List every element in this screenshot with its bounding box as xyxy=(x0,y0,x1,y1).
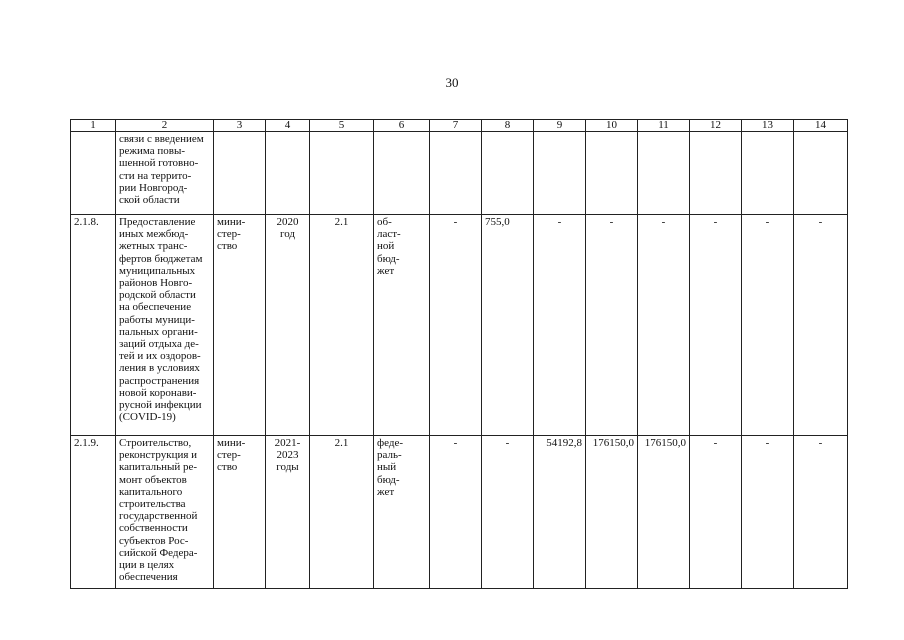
funding-value: 176150,0 xyxy=(586,436,638,589)
funding-value: - xyxy=(430,436,482,589)
page-number: 30 xyxy=(445,75,459,90)
funding-value: 54192,8 xyxy=(534,436,586,589)
column-number-header: 5 xyxy=(310,120,374,132)
column-number-header: 14 xyxy=(794,120,848,132)
column-number-header: 2 xyxy=(116,120,214,132)
item-number: 2.1.8. xyxy=(71,215,116,436)
column-number-header: 3 xyxy=(214,120,266,132)
program-activities-table xyxy=(70,119,848,589)
funding-value: - xyxy=(794,436,848,589)
responsible-executor: мини- стер- ство xyxy=(217,216,246,253)
table-row xyxy=(71,436,848,589)
implementation-period: 2020 год xyxy=(276,216,299,241)
funding-value xyxy=(638,132,690,215)
column-number-header: 11 xyxy=(638,120,690,132)
column-number-header: 9 xyxy=(534,120,586,132)
funding-value: - xyxy=(430,215,482,436)
funding-value xyxy=(794,132,848,215)
funding-value xyxy=(742,132,794,215)
funding-value: - xyxy=(534,215,586,436)
column-number-header: 7 xyxy=(430,120,482,132)
funding-value: - xyxy=(690,436,742,589)
funding-value: - xyxy=(482,436,534,589)
item-description: связи с введением режима повы- шенной готовно- сти на террито- рии Новгород- ской области xyxy=(119,133,204,207)
funding-value xyxy=(586,132,638,215)
funding-value: 755,0 xyxy=(482,215,534,436)
funding-value: - xyxy=(742,215,794,436)
column-number-header: 1 xyxy=(71,120,116,132)
item-number xyxy=(71,132,116,215)
implementation-period: 2021- 2023 годы xyxy=(274,437,301,474)
funding-value: - xyxy=(742,436,794,589)
target-indicator xyxy=(310,132,374,215)
funding-source: об- ласт- ной бюд- жет xyxy=(377,216,401,277)
item-description: Строительство, реконструкция и капитальный ре- монт объектов капитального строительства государственной собственности субъектов Рос- сийской Федера- ции в целях обеспечения xyxy=(119,437,198,584)
funding-value xyxy=(690,132,742,215)
funding-value xyxy=(430,132,482,215)
funding-value: - xyxy=(638,215,690,436)
funding-value: - xyxy=(586,215,638,436)
funding-value xyxy=(482,132,534,215)
funding-value xyxy=(534,132,586,215)
column-number-header: 12 xyxy=(690,120,742,132)
funding-value: - xyxy=(794,215,848,436)
funding-value: 176150,0 xyxy=(638,436,690,589)
table-row xyxy=(71,215,848,436)
column-number-header: 4 xyxy=(266,120,310,132)
column-number-header: 8 xyxy=(482,120,534,132)
table-row xyxy=(71,132,848,215)
funding-value: - xyxy=(690,215,742,436)
item-description: Предоставление иных межбюд- жетных транс- фертов бюджетам муниципальных районов Новго- родской области на обеспечение работы муници- пальных органи- заций отдыха де- тей и их оздоров- ления в условиях распространения новой коронави- русной инфекции (COVID-19) xyxy=(119,216,203,424)
column-number-header: 13 xyxy=(742,120,794,132)
target-indicator: 2.1 xyxy=(310,215,374,436)
target-indicator: 2.1 xyxy=(310,436,374,589)
table-header-row xyxy=(71,120,848,132)
item-number: 2.1.9. xyxy=(71,436,116,589)
column-number-header: 6 xyxy=(374,120,430,132)
funding-source: феде- раль- ный бюд- жет xyxy=(377,437,404,498)
responsible-executor: мини- стер- ство xyxy=(217,437,246,474)
column-number-header: 10 xyxy=(586,120,638,132)
